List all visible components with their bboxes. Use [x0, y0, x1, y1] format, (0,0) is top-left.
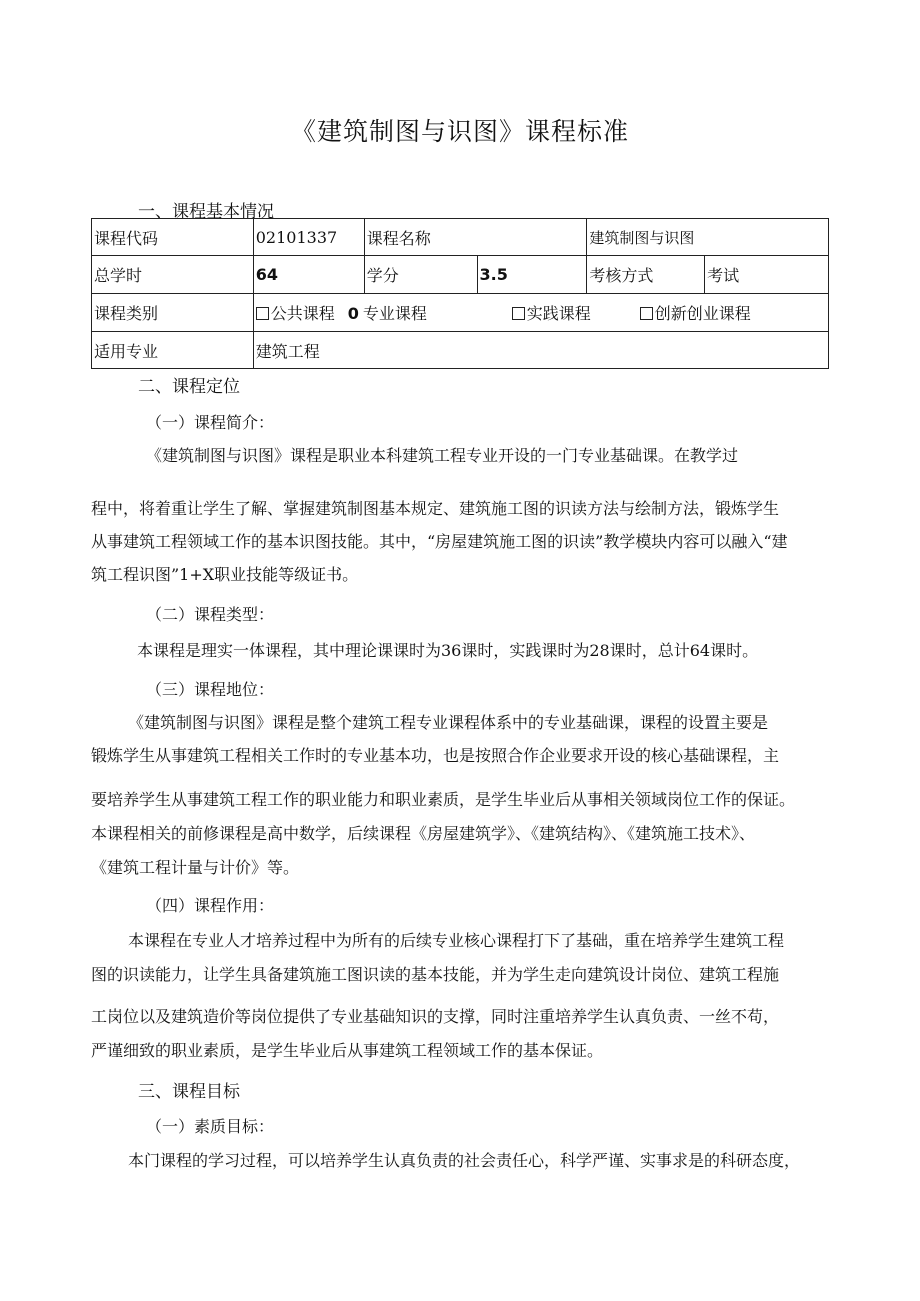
- paragraph-line: 工岗位以及建筑造价等岗位提供了专业基础知识的支撑，同时注重培养学生认真负责、一丝不苟，: [91, 1007, 780, 1026]
- option-practice-course: 实践课程: [512, 301, 640, 324]
- paragraph-line: 《建筑制图与识图》课程是整个建筑工程专业课程体系中的专业基础课，课程的设置主要是: [128, 713, 769, 732]
- exam-method-value: 考试: [705, 256, 829, 294]
- paragraph-line: 图的识读能力，让学生具备建筑施工图识读的基本技能，并为学生走向建筑设计岗位、建筑工程施: [91, 965, 780, 984]
- paragraph-line: 程中，将着重让学生了解、掌握建筑制图基本规定、建筑施工图的识读方法与绘制方法，锻炼学生: [91, 499, 780, 518]
- paragraph-line: 本门课程的学习过程，可以培养学生认真负责的社会责任心，科学严谨、实事求是的科研态度，: [128, 1151, 801, 1170]
- paragraph-line: 从事建筑工程领域工作的基本识图技能。其中，“房屋建筑施工图的识读”教学模块内容可以融入“建: [91, 532, 788, 551]
- subheading-course-status: （三）课程地位：: [146, 680, 275, 699]
- document-title: 《建筑制图与识图》课程标准: [290, 117, 629, 146]
- subheading-quality-objectives: （一）素质目标：: [146, 1117, 275, 1136]
- course-type-options: [253, 294, 828, 332]
- exam-method-label: 考核方式: [587, 256, 705, 294]
- table-row: [92, 256, 829, 294]
- checkbox-icon: [512, 307, 525, 320]
- applicable-major-value: 建筑工程: [253, 332, 828, 369]
- total-hours-label: 总学时: [92, 256, 254, 294]
- paragraph-line: 锻炼学生从事建筑工程相关工作时的专业基本功，也是按照合作企业要求开设的核心基础课程，主: [91, 746, 780, 765]
- paragraph-line: 严谨细致的职业素质，是学生毕业后从事建筑工程领域工作的基本保证。: [91, 1041, 604, 1060]
- paragraph-line: 《建筑工程计量与计价》等。: [91, 858, 300, 877]
- course-info-table: [91, 218, 829, 369]
- course-code-value: 02101337: [253, 219, 364, 256]
- course-name-value: 建筑制图与识图: [587, 219, 829, 256]
- option-public-course: 公共课程: [256, 301, 342, 324]
- course-name-label: 课程名称: [364, 219, 587, 256]
- section-heading-objectives: 三、课程目标: [138, 1082, 240, 1102]
- option-professional-course: 0 专业课程: [347, 304, 427, 323]
- total-hours-value: 64: [253, 256, 364, 294]
- course-code-label: 课程代码: [92, 219, 254, 256]
- paragraph-line: 本课程相关的前修课程是高中数学，后续课程《房屋建筑学》、《建筑结构》、《建筑施工技术》、: [91, 824, 756, 843]
- credit-label: 学分: [364, 256, 477, 294]
- paragraph-line: 筑工程识图”1+X职业技能等级证书。: [91, 565, 359, 584]
- checkbox-icon: [640, 307, 653, 320]
- table-row: [92, 219, 829, 256]
- table-row: [92, 294, 829, 332]
- course-type-label: 课程类别: [92, 294, 254, 332]
- section-heading-positioning: 二、课程定位: [138, 377, 240, 397]
- section-heading-basic-info: 一、课程基本情况: [138, 202, 274, 222]
- subheading-course-function: （四）课程作用：: [146, 896, 275, 915]
- paragraph-line: 本课程是理实一体课程，其中理论课课时为36课时，实践课时为28课时，总计64课时。: [137, 641, 759, 660]
- credit-value: 3.5: [477, 256, 587, 294]
- paragraph-line: 本课程在专业人才培养过程中为所有的后续专业核心课程打下了基础，重在培养学生建筑工程: [128, 931, 785, 950]
- paragraph-line: 要培养学生从事建筑工程工作的职业能力和职业素质，是学生毕业后从事相关领域岗位工作的保证。: [91, 790, 796, 809]
- applicable-major-label: 适用专业: [92, 332, 254, 369]
- paragraph-line: 《建筑制图与识图》课程是职业本科建筑工程专业开设的一门专业基础课。在教学过: [146, 446, 739, 465]
- option-innovation-course: 创新创业课程: [640, 301, 751, 324]
- selected-mark: 0: [347, 304, 359, 323]
- checkbox-icon: [256, 307, 269, 320]
- subheading-introduction: （一）课程简介：: [146, 413, 275, 432]
- table-row: [92, 332, 829, 369]
- subheading-course-type: （二）课程类型：: [146, 605, 275, 624]
